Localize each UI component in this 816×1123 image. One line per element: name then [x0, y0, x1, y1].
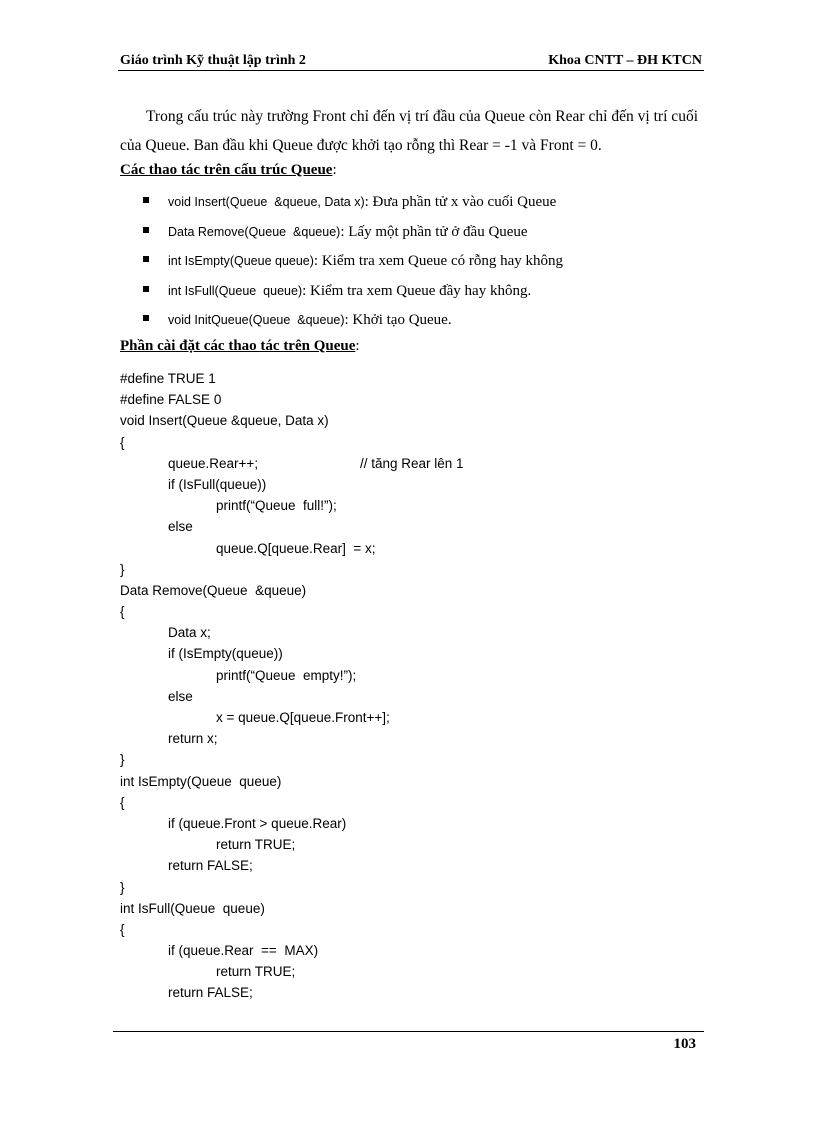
intro-paragraph: Trong cấu trúc này trường Front chỉ đến vị trí đầu của Queue còn Rear chỉ đến vị trí cuối của Queue. Ban đầu khi Queue được khởi tạo rỗng thì Rear = -1 và Front = 0. [120, 108, 698, 154]
code-text: { [120, 434, 125, 450]
code-text: if (queue.Front > queue.Rear) [168, 815, 347, 831]
code-text: else [168, 519, 193, 535]
code-line [120, 495, 390, 516]
code-text: else [168, 688, 193, 704]
operation-item [143, 249, 703, 279]
code-line [120, 432, 390, 453]
page-number: 103 [673, 1036, 696, 1052]
operation-text [168, 280, 531, 302]
code-text: #define FALSE 0 [120, 392, 222, 408]
code-line [120, 749, 390, 770]
operation-item [143, 308, 703, 338]
operation-signature: void InitQueue(Queue &queue) [168, 313, 345, 327]
code-text: Data x; [168, 625, 211, 641]
operation-text [168, 309, 452, 331]
code-text: queue.Rear++; [168, 455, 259, 471]
code-line [120, 643, 390, 664]
footer-rule [113, 1031, 704, 1032]
code-text: { [120, 794, 125, 810]
code-line [120, 940, 390, 961]
code-line [120, 622, 390, 643]
code-line [120, 961, 390, 982]
code-line [120, 877, 390, 898]
code-text: } [120, 879, 125, 895]
code-line [120, 601, 390, 622]
operations-list [143, 190, 703, 338]
code-line [120, 792, 390, 813]
heading-implementation-text: Phần cài đặt các thao tác trên Queue [120, 338, 356, 354]
code-text: int IsEmpty(Queue queue) [120, 773, 282, 789]
code-line [120, 898, 390, 919]
bullet-square-icon [143, 197, 149, 203]
heading-queue-operations-text: Các thao tác trên cấu trúc Queue [120, 162, 333, 178]
bullet-square-icon [143, 256, 149, 262]
code-text: printf(“Queue full!”); [216, 498, 337, 514]
code-text: { [120, 604, 125, 620]
code-line [120, 855, 390, 876]
code-line [120, 368, 390, 389]
code-text: } [120, 561, 125, 577]
bullet-square-icon [143, 315, 149, 321]
code-text: return FALSE; [168, 985, 253, 1001]
heading-queue-operations [120, 162, 337, 179]
bullet-square-icon [143, 227, 149, 233]
header-faculty: Khoa CNTT – ĐH KTCN [548, 53, 702, 68]
code-line [120, 665, 390, 686]
code-comment: // tăng Rear lên 1 [360, 455, 464, 471]
bullet-square-icon [143, 286, 149, 292]
operation-signature: int IsFull(Queue queue) [168, 283, 303, 298]
code-line [120, 686, 390, 707]
code-text: return TRUE; [216, 964, 296, 980]
heading-implementation [120, 338, 360, 355]
code-line [120, 516, 390, 537]
operation-item [143, 220, 703, 250]
code-text: x = queue.Q[queue.Front++]; [216, 710, 390, 725]
code-text: #define TRUE 1 [120, 371, 216, 386]
code-line [120, 580, 390, 601]
page-header [118, 52, 704, 71]
code-line [120, 410, 390, 431]
header-course-title: Giáo trình Kỹ thuật lập trình 2 [120, 53, 306, 68]
code-text: return FALSE; [168, 858, 253, 874]
operation-text [168, 191, 556, 213]
code-text: queue.Q[queue.Rear] = x; [216, 540, 376, 556]
code-line [120, 707, 390, 728]
code-line [120, 771, 390, 792]
operation-text [168, 221, 528, 243]
operation-description: : Kiểm tra xem Queue đầy hay không. [302, 282, 532, 299]
heading-implementation-colon: : [355, 338, 360, 354]
code-text: Data Remove(Queue &queue) [120, 582, 307, 598]
code-listing [120, 368, 464, 1004]
code-line [120, 919, 390, 940]
code-line [120, 834, 390, 855]
code-text: void Insert(Queue &queue, Data x) [120, 413, 329, 429]
code-text: } [120, 752, 125, 768]
code-line [120, 453, 464, 474]
code-line [120, 813, 390, 834]
code-text: if (queue.Rear == MAX) [168, 943, 319, 959]
operation-description: : Lấy một phần tử ở đầu Queue [340, 223, 528, 240]
code-text: return TRUE; [216, 837, 296, 853]
code-line [120, 728, 390, 749]
code-text: int IsFull(Queue queue) [120, 900, 265, 916]
operation-description: : Đưa phần tử x vào cuối Queue [364, 194, 557, 210]
code-text: if (IsFull(queue)) [168, 476, 267, 492]
operation-text [168, 250, 563, 272]
code-line [120, 559, 390, 580]
operation-signature: void Insert(Queue &queue, Data x) [168, 195, 365, 209]
code-text: if (IsEmpty(queue)) [168, 646, 283, 662]
operation-item [143, 279, 703, 309]
heading-queue-operations-colon: : [332, 162, 337, 178]
code-text: return x; [168, 731, 218, 747]
operation-signature: int IsEmpty(Queue queue) [168, 254, 314, 268]
operation-item [143, 190, 703, 220]
code-line [120, 538, 390, 559]
code-text: { [120, 921, 125, 937]
code-line [120, 982, 390, 1003]
operation-description: : Khởi tạo Queue. [344, 312, 452, 328]
operation-description: : Kiểm tra xem Queue có rỗng hay không [313, 253, 564, 269]
operation-signature: Data Remove(Queue &queue) [168, 224, 341, 239]
code-line [120, 474, 390, 495]
code-text: printf(“Queue empty!”); [216, 667, 357, 683]
code-line [120, 389, 390, 410]
